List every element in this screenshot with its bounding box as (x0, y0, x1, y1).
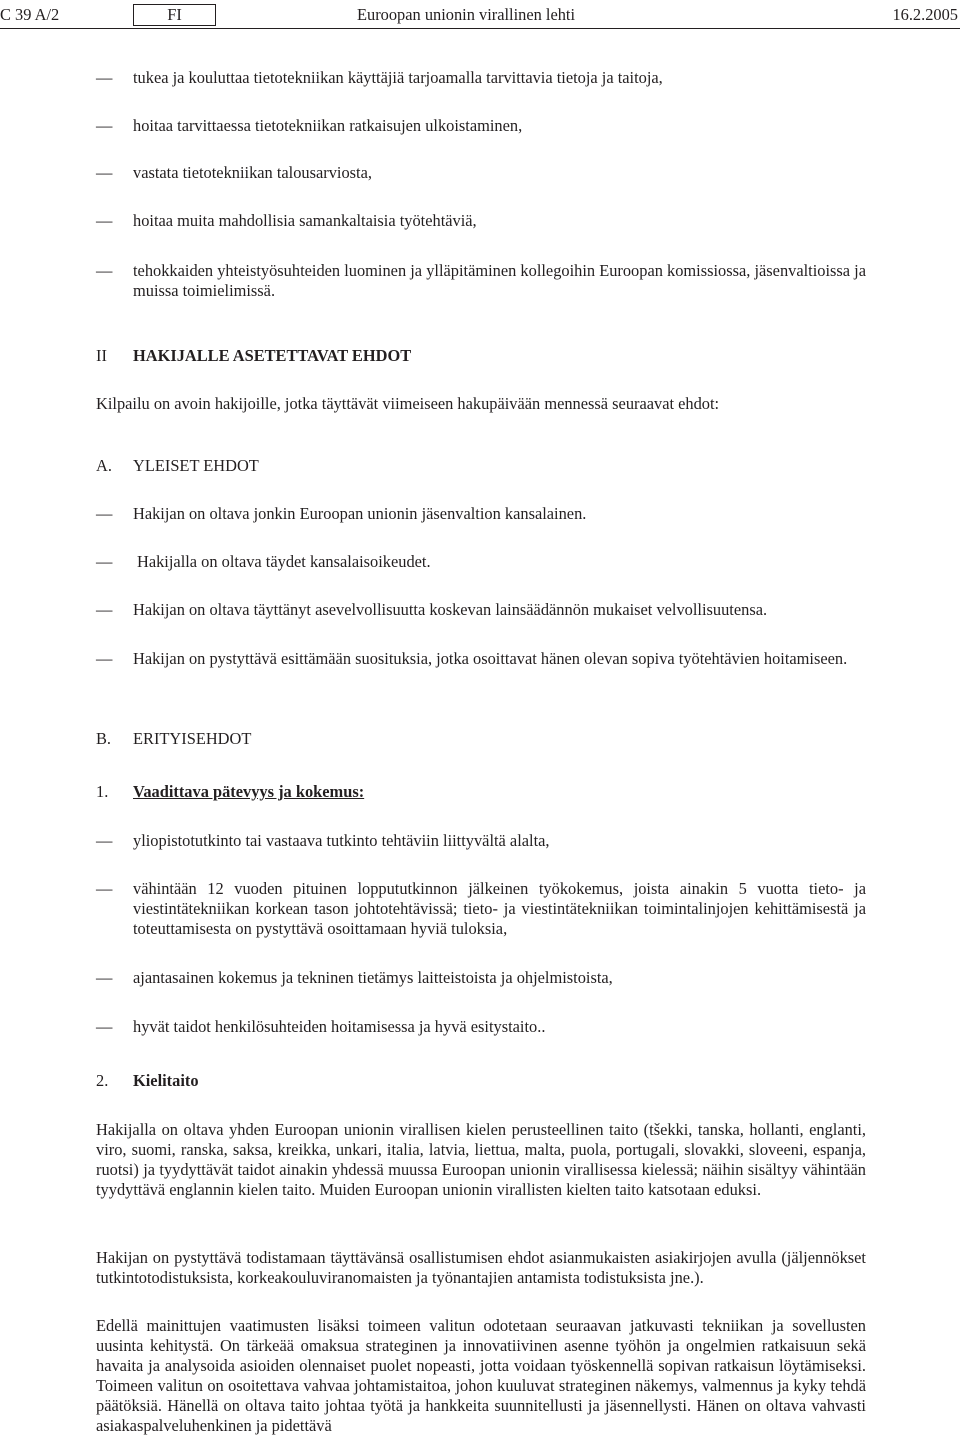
qualification-text: hyvät taidot henkilösuhteiden hoitamisessa ja hyvä esitystaito.. (133, 1017, 546, 1036)
dash-marker: — (96, 504, 113, 523)
qualification-item (96, 968, 866, 988)
publication-date: 16.2.2005 (892, 5, 958, 24)
qualification-text: yliopistotutkinto tai vastaava tutkinto tehtäviin liittyvältä alalta, (133, 831, 550, 850)
subsection-title-special: ERITYISEHDOT (133, 729, 252, 748)
task-item (96, 68, 866, 88)
dash-marker: — (96, 261, 113, 280)
language-section-number: 2. (96, 1071, 109, 1090)
task-text: tehokkaiden yhteistyösuhteiden luominen ja ylläpitäminen kollegoihin Euroopan komissiossa, jäsenvaltioissa ja muissa toimielimissä. (133, 261, 866, 300)
task-text: hoitaa tarvittaessa tietotekniikan ratkaisujen ulkoistaminen, (133, 116, 523, 135)
qualification-item (96, 831, 866, 851)
dash-marker: — (96, 831, 113, 850)
dash-marker: — (96, 211, 113, 230)
section-title: HAKIJALLE ASETETTAVAT EHDOT (133, 346, 412, 365)
evidence-paragraph: Hakijan on pystyttävä todistamaan täyttävänsä osallistumisen ehdot asianmukaisten asiakirjojen avulla (jäljennökset tutkintotodistuksista, korkeakouluviranomaisten ja työnantajien antamista todistuksista jne.). (96, 1248, 866, 1287)
dash-marker: — (96, 1017, 113, 1036)
qualification-item (96, 879, 866, 939)
dash-marker: — (96, 968, 113, 987)
dash-marker: — (96, 68, 113, 87)
task-item (96, 261, 866, 301)
task-item (96, 211, 866, 231)
task-text: hoitaa muita mahdollisia samankaltaisia työtehtäviä, (133, 211, 477, 230)
condition-text: Hakijan on oltava täyttänyt asevelvollisuutta koskevan lainsäädännön mukaiset velvollisuutensa. (133, 600, 768, 619)
subsection-label-a: A. (96, 456, 112, 475)
section-number: II (96, 346, 107, 365)
dash-marker: — (96, 600, 113, 619)
qualification-number: 1. (96, 782, 109, 801)
language-paragraph: Hakijalla on oltava yhden Euroopan unionin virallisen kielen perusteellinen taito (tšekki, tanska, hollanti, englanti, viro, suomi, ranska, saksa, kreikka, unkari, italia, latvia, liettua, malta, puola, portugali, slovakki, sloveeni, espanja, ruotsi) ja tyydyttävät taidot ainakin yhdessä muussa Euroopan unionin virallisessa kielessä; näihin sisältyy vähintään tyydyttävä englannin kielen taito. Muiden Euroopan unionin virallisten kielten taito katsotaan eduksi. (96, 1120, 866, 1199)
task-item (96, 163, 866, 183)
condition-text: Hakijan on pystyttävä esittämään suosituksia, jotka osoittavat hänen olevan sopiva työtehtävien hoitamiseen. (133, 649, 848, 668)
condition-item (96, 504, 866, 524)
language-section-title: Kielitaito (133, 1071, 199, 1090)
condition-text: Hakijan on oltava jonkin Euroopan unionin jäsenvaltion kansalainen. (133, 504, 587, 523)
journal-title: Euroopan unionin virallinen lehti (357, 5, 576, 24)
dash-marker: — (96, 163, 113, 182)
subsection-label-b: B. (96, 729, 112, 748)
qualification-item (96, 1017, 866, 1037)
task-text: vastata tietotekniikan talousarviosta, (133, 163, 372, 182)
condition-item (96, 649, 866, 669)
task-text: tukea ja kouluttaa tietotekniikan käyttäjiä tarjoamalla tarvittavia tietoja ja taitoja, (133, 68, 663, 87)
dash-marker: — (96, 879, 113, 898)
condition-item (96, 552, 866, 572)
competence-paragraph: Edellä mainittujen vaatimusten lisäksi toimeen valitun odotetaan seuraavan jatkuvasti tekniikan ja sovellusten uusinta kehitystä. On tärkeää omaksua strateginen ja innovatiivinen asenne työhön ja ongelmien ratkaisuun sekä havaita ja analysoida asioiden olennaiset puolet nopeasti, jotta voidaan työskennellä sopivan ratkaisun löytämiseksi. Toimeen valitun on osoitettava vahvaa johtamistaitoa, johon kuuluvat strateginen näkemys, valmennus ja kyky tehdä päätöksiä. Hänellä on oltava taito johtaa työtä ja hankkeita suunnitellusti ja jäsennellysti. Hänen on oltava vahvasti asiakaspalveluhenkinen ja pidettävä (96, 1316, 866, 1435)
condition-text: Hakijalla on oltava täydet kansalaisoikeudet. (137, 552, 431, 571)
header-rule (0, 28, 960, 29)
section-intro: Kilpailu on avoin hakijoille, jotka täyttävät viimeiseen hakupäivään mennessä seuraavat ehdot: (96, 394, 720, 413)
dash-marker: — (96, 116, 113, 135)
language-code-box: FI (133, 4, 216, 26)
qualification-title: Vaadittava pätevyys ja kokemus: (133, 782, 365, 801)
dash-marker: — (96, 552, 113, 571)
page-header (0, 4, 960, 26)
task-item (96, 116, 866, 136)
subsection-title-general: YLEISET EHDOT (133, 456, 259, 475)
page-reference: C 39 A/2 (0, 5, 60, 24)
qualification-text: vähintään 12 vuoden pituinen loppututkinnon jälkeinen työkokemus, joista ainakin 5 vuotta tieto- ja viestintätekniikan korkean tason johtotehtävissä; tieto- ja viestintätekniikan toimintalinjojen kehittämisestä ja toteuttamisesta on pystyttävä osoittamaan hyviä tuloksia, (133, 879, 866, 938)
condition-item (96, 600, 866, 620)
dash-marker: — (96, 649, 113, 668)
qualification-text: ajantasainen kokemus ja tekninen tietämys laitteistoista ja ohjelmistoista, (133, 968, 613, 987)
